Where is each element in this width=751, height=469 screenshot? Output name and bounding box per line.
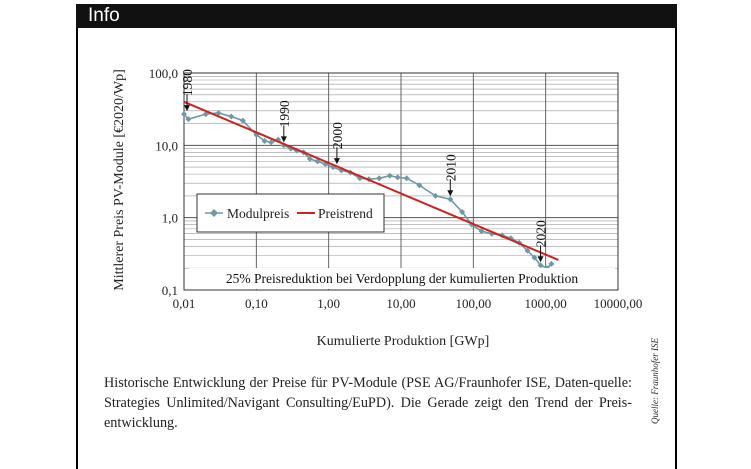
year-annotation: 2000: [329, 122, 345, 150]
y-tick-label: 100,0: [148, 66, 178, 81]
annotation-arrow-head: [538, 256, 544, 262]
x-tick-label: 1,00: [317, 296, 341, 311]
x-tick-label: 100,00: [455, 296, 492, 311]
module-price-point: [387, 173, 393, 179]
source-text: Quelle: Fraunhofer ISE: [650, 338, 660, 424]
source-note: [648, 326, 662, 436]
x-tick-label: 0,01: [172, 296, 196, 311]
annotation-arrow-head: [447, 190, 453, 196]
chart-note-box: [189, 268, 615, 289]
figure-caption: Historische Entwicklung der Preise für PV-Module (PSE AG/Fraunhofer ISE, Daten-quelle: Strategies Unlimited/Navigant Consulting/EuPD). Die Gerade zeigt den Trend der Preis-entwicklung.: [104, 375, 632, 431]
year-annotation: 2010: [443, 154, 459, 182]
module-price-point: [376, 175, 382, 181]
x-tick-label: 0,10: [244, 296, 268, 311]
chart-legend: [197, 194, 384, 232]
year-annotation: 1980: [179, 69, 195, 97]
module-price-point: [404, 175, 410, 181]
note-text: 25% Preisreduktion bei Verdopplung der kumulierten Produktion: [225, 271, 579, 286]
y-tick-label: 0,1: [161, 283, 178, 298]
x-tick-label: 10,00: [386, 296, 416, 311]
annotation-arrow-head: [281, 136, 287, 142]
y-tick-label: 10,0: [155, 138, 178, 154]
price-trend-line: [184, 102, 558, 260]
module-price-point: [395, 174, 401, 180]
legend-label-preistrend: Preistrend: [318, 206, 373, 221]
chart-series: [181, 102, 558, 271]
x-tick-label: 1000,00: [524, 296, 567, 311]
info-title: Info: [88, 5, 120, 26]
legend-label-modulpreis: Modulpreis: [227, 206, 290, 221]
module-price-point: [228, 114, 234, 120]
x-axis-label: Kumulierte Produktion [GWp]: [316, 334, 490, 349]
x-tick-label: 10000,00: [593, 296, 643, 311]
annotation-arrow-head: [184, 105, 190, 111]
y-axis-label: Mittlerer Preis PV-Module [€2020/Wp]: [112, 69, 127, 291]
y-tick-label: 1,0: [161, 210, 178, 226]
year-annotation: 1990: [276, 100, 292, 128]
module-price-line: [184, 113, 551, 268]
year-annotation: 2020: [533, 220, 549, 248]
